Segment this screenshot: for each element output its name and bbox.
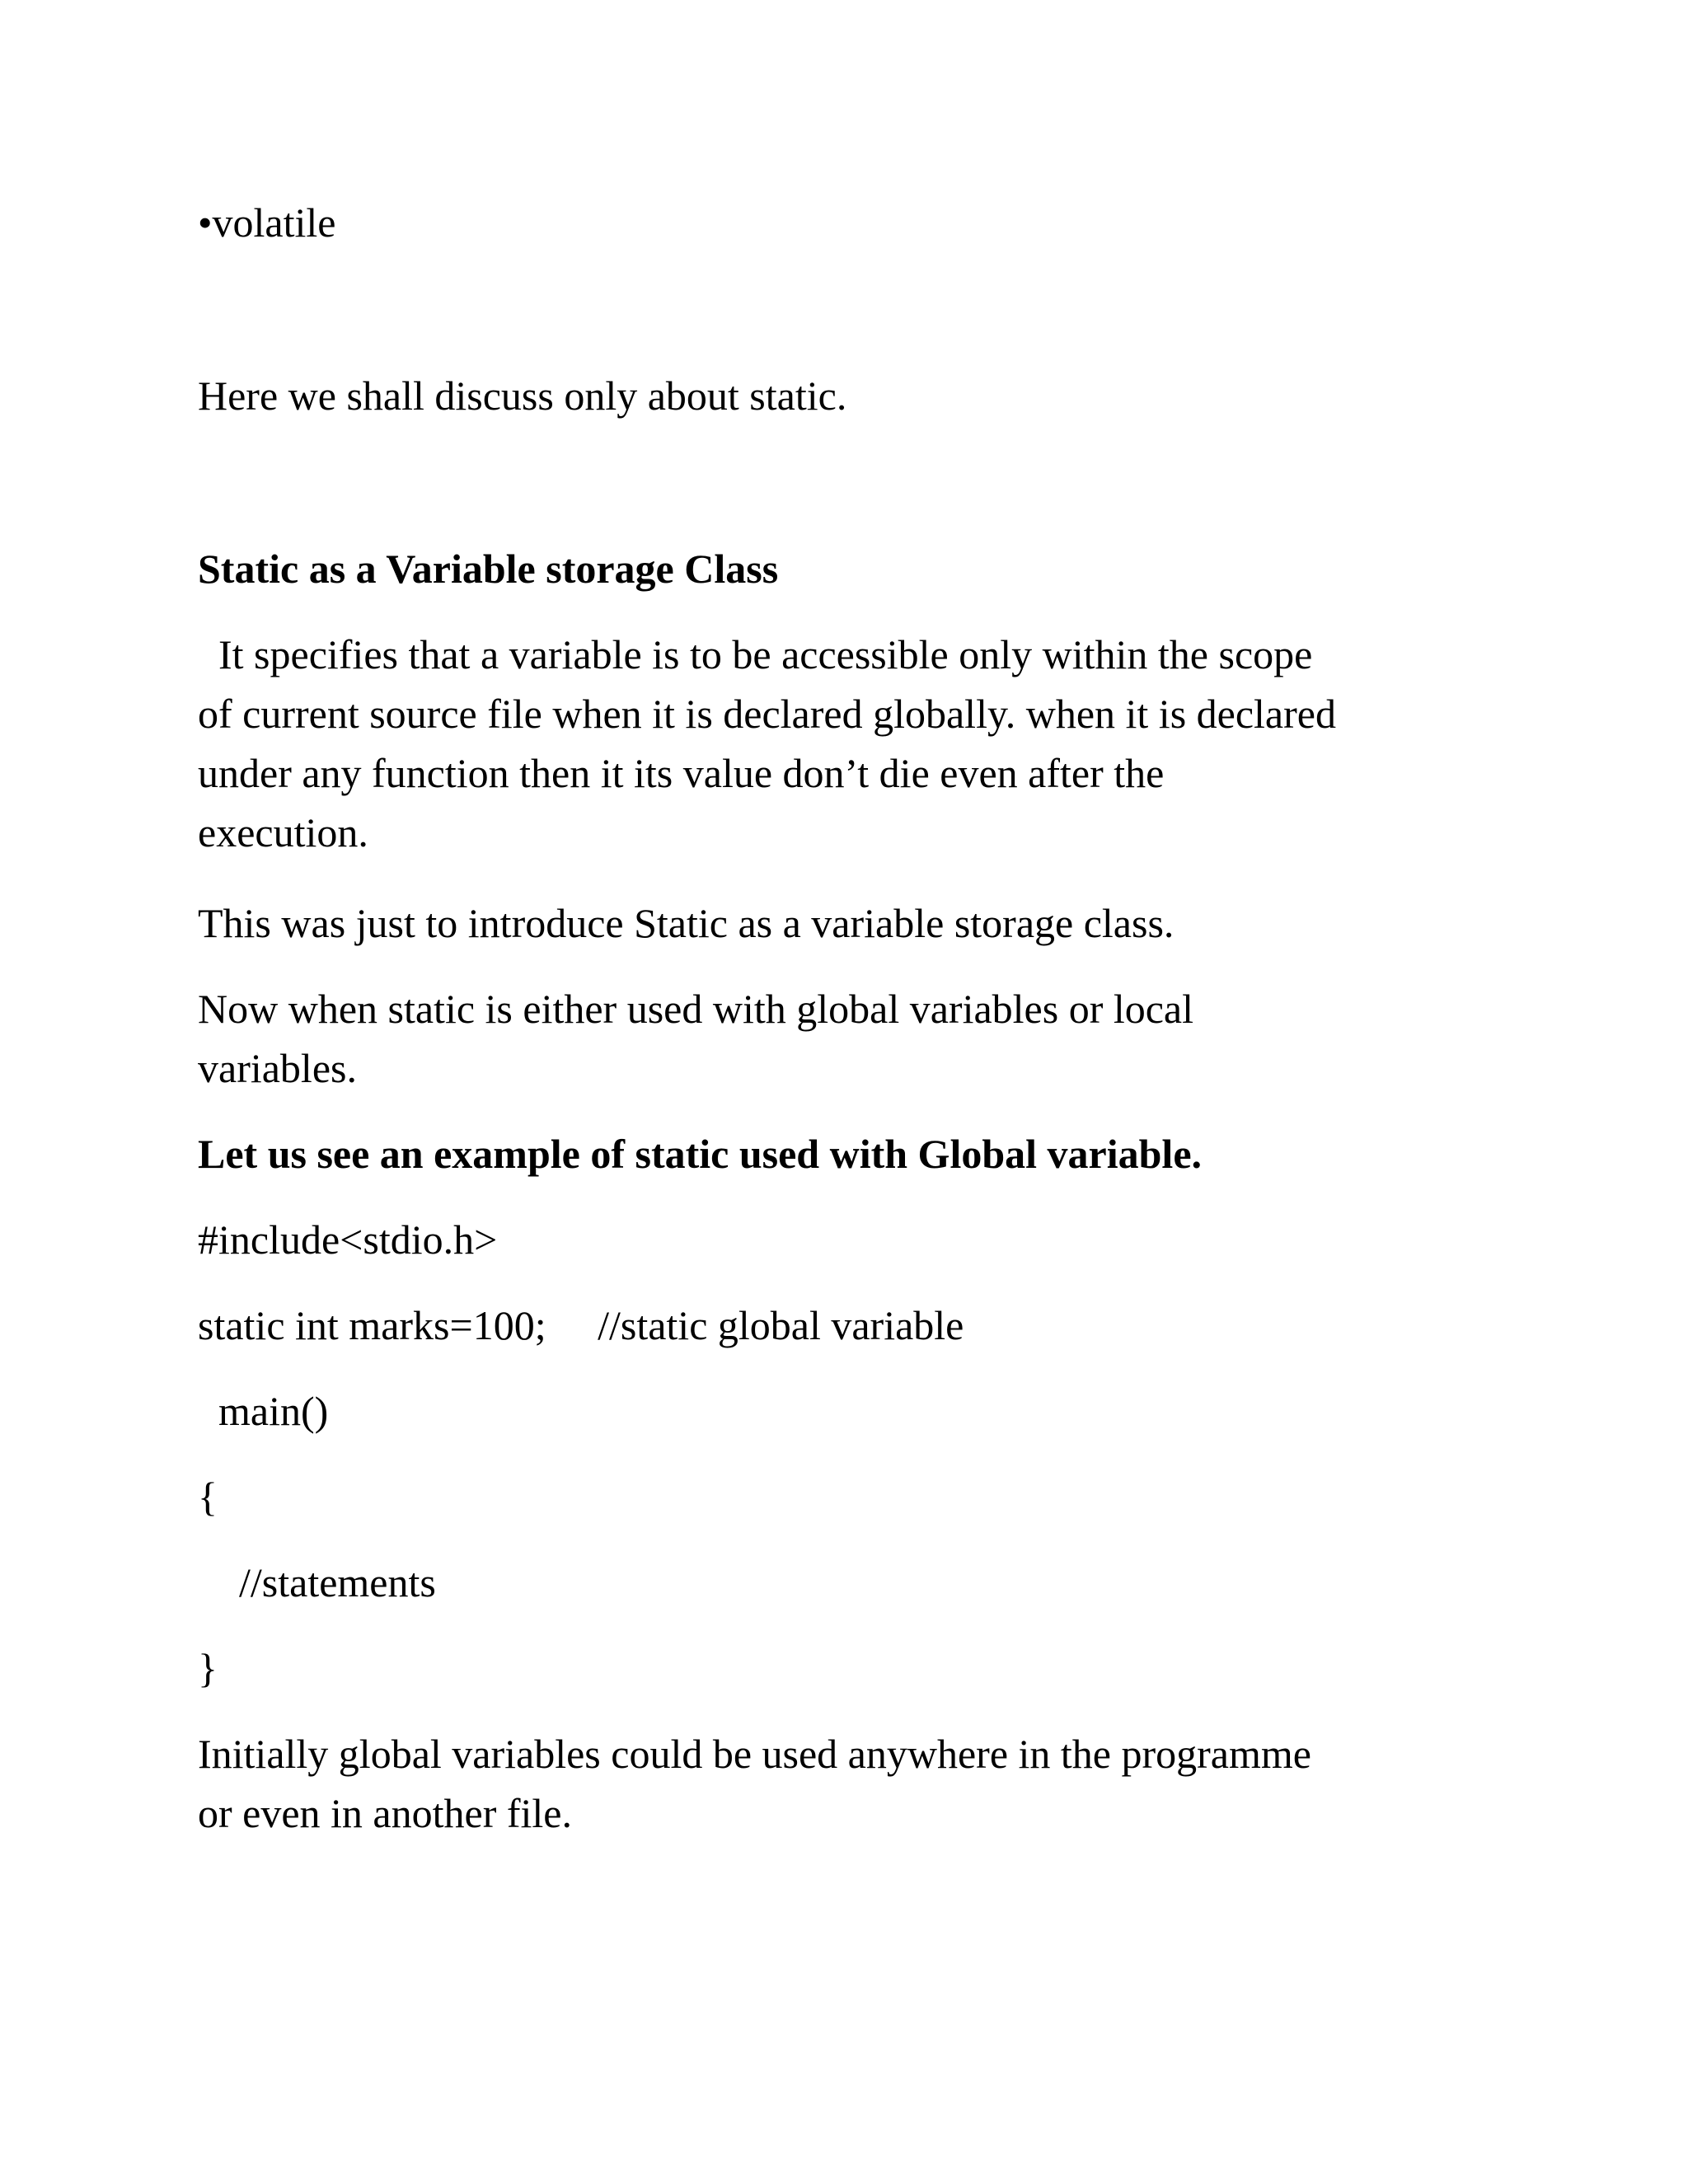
paragraph-line: Now when static is either used with global variables or local [198,986,1194,1032]
usage-paragraph [198,979,1517,1098]
intro-note: This was just to introduce Static as a variable storage class. [198,900,1175,946]
bullet-item: •volatile [198,199,336,246]
paragraph-line: It specifies that a variable is to be accessible only within the scope [198,631,1313,677]
code-main: main() [198,1388,329,1434]
paragraph-line: or even in another file. [198,1790,572,1836]
paragraph-line: Initially global variables could be used anywhere in the programme [198,1731,1311,1777]
paragraph-line: under any function then it its value don’t die even after the [198,750,1165,796]
paragraph-line: execution. [198,809,368,855]
section-heading-example: Let us see an example of static used with Global variable. [198,1131,1203,1177]
code-declaration: static int marks=100; //static global variable [198,1302,964,1348]
code-statements: //statements [198,1559,436,1605]
code-open-brace: { [198,1474,218,1520]
paragraph-line: of current source file when it is declared globally. when it is declared [198,691,1336,737]
code-close-brace: } [198,1645,218,1691]
definition-paragraph [198,625,1517,862]
paragraph-line: variables. [198,1045,357,1091]
code-include: #include<stdio.h> [198,1216,498,1263]
intro-line: Here we shall discuss only about static. [198,373,847,419]
section-heading-static: Static as a Variable storage Class [198,546,779,592]
closing-paragraph [198,1724,1517,1843]
